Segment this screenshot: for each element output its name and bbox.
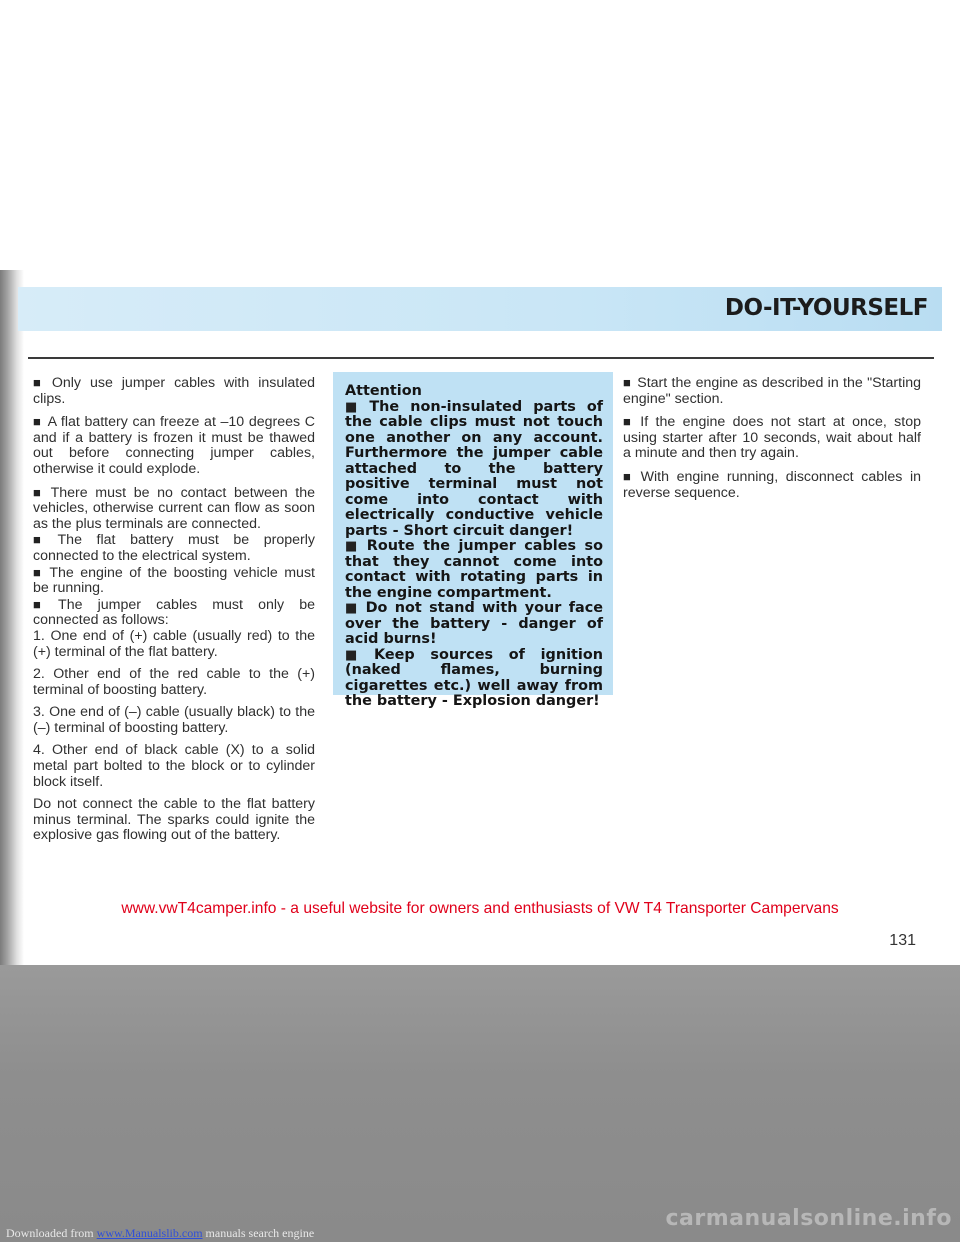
list-item-text: The flat battery must be properly connected to the electrical system. — [33, 532, 315, 564]
step-item: 1. One end of (+) cable (usually red) to the (+) terminal of the flat battery. — [33, 627, 315, 660]
footer-link[interactable]: www.Manualslib.com — [96, 1226, 203, 1240]
list-item-text: If the engine does not start at once, stop using starter after 10 seconds, wait about half a minute and then try again. — [623, 414, 921, 462]
website-line[interactable]: www.vwT4camper.info - a useful website for owners and enthusiasts of VW T4 Transporter Campervans — [121, 900, 839, 917]
list-item — [33, 532, 315, 564]
list-item-text: The engine of the boosting vehicle must be running. — [33, 564, 315, 597]
left-column — [33, 375, 315, 851]
attention-item — [345, 601, 603, 648]
list-item-text: Start the engine as described in the "Starting engine" section. — [623, 375, 922, 407]
footer-prefix: Downloaded from — [6, 1226, 94, 1240]
bullet-icon: ■ — [623, 414, 635, 430]
download-footer — [6, 1226, 314, 1241]
bullet-icon: ■ — [345, 647, 368, 663]
attention-item-text: The non-insulated parts of the cable clips must not touch one another on any account. Furthermore the jumper cable attached to the battery positive terminal must not come into contact with electrically conductive vehicle parts - Short circuit danger! — [345, 398, 603, 539]
bullet-icon: ■ — [33, 532, 52, 548]
list-item-text: A flat battery can freeze at –10 degrees C and if a battery is frozen it must be thawed out before connecting jumper cables, otherwise it could explode. — [33, 414, 315, 477]
attention-heading: Attention — [345, 383, 422, 399]
right-column — [623, 375, 921, 508]
bullet-icon: ■ — [623, 375, 632, 390]
bullet-icon: ■ — [345, 539, 361, 554]
bullet-icon: ■ — [33, 414, 42, 430]
bullet-icon: ■ — [33, 375, 46, 390]
list-item — [623, 414, 921, 462]
step-item: 2. Other end of the red cable to the (+) terminal of boosting battery. — [33, 666, 315, 698]
step-item: 3. One end of (–) cable (usually black) to the (–) terminal of boosting battery. — [33, 704, 315, 736]
list-item-text: Only use jumper cables with insulated clips. — [33, 375, 315, 407]
list-item — [33, 565, 315, 597]
step-item: 4. Other end of black cable (X) to a solid metal part bolted to the block or to cylinder block itself. — [33, 742, 315, 790]
bullet-icon: ■ — [623, 468, 635, 484]
attention-item-text: Route the jumper cables so that they cannot come into contact with rotating parts in the engine compartment. — [345, 538, 603, 601]
watermark: carmanualsonline.info — [665, 1206, 952, 1231]
list-item — [33, 485, 315, 533]
attention-item-text: Do not stand with your face over the battery - danger of acid burns! — [345, 600, 603, 647]
header-divider — [28, 357, 934, 359]
bullet-icon: ■ — [33, 564, 44, 580]
list-item — [623, 469, 921, 501]
list-item — [623, 375, 921, 407]
list-item-text: With engine running, disconnect cables in reverse sequence. — [623, 468, 921, 501]
page-binding-shadow — [0, 270, 24, 965]
attention-box — [333, 372, 613, 709]
list-item — [33, 375, 315, 407]
footer-suffix: manuals search engine — [205, 1226, 315, 1240]
bullet-icon: ■ — [345, 601, 360, 616]
attention-item — [345, 539, 603, 601]
bullet-icon: ■ — [33, 484, 45, 500]
warning-note: Do not connect the cable to the flat battery minus terminal. The sparks could ignite the explosive gas flowing out of the battery. — [33, 796, 315, 844]
attention-item — [345, 648, 603, 710]
list-item-text: There must be no contact between the vehicles, otherwise current can flow as soon as the plus terminals are connected. — [33, 484, 315, 532]
page-number: 131 — [889, 932, 916, 949]
section-title: DO-IT-YOURSELF — [724, 295, 928, 321]
list-item — [33, 597, 315, 629]
bullet-icon: ■ — [33, 596, 53, 612]
scan-background — [0, 965, 960, 1242]
section-header-band — [18, 287, 942, 331]
attention-item — [345, 400, 603, 540]
attention-item-text: Keep sources of ignition (naked flames, burning cigarettes etc.) well away from the battery - Explosion danger! — [345, 646, 603, 709]
bullet-icon: ■ — [345, 399, 364, 415]
list-item-text: The jumper cables must only be connected as follows: — [33, 596, 315, 629]
list-item — [33, 414, 315, 477]
